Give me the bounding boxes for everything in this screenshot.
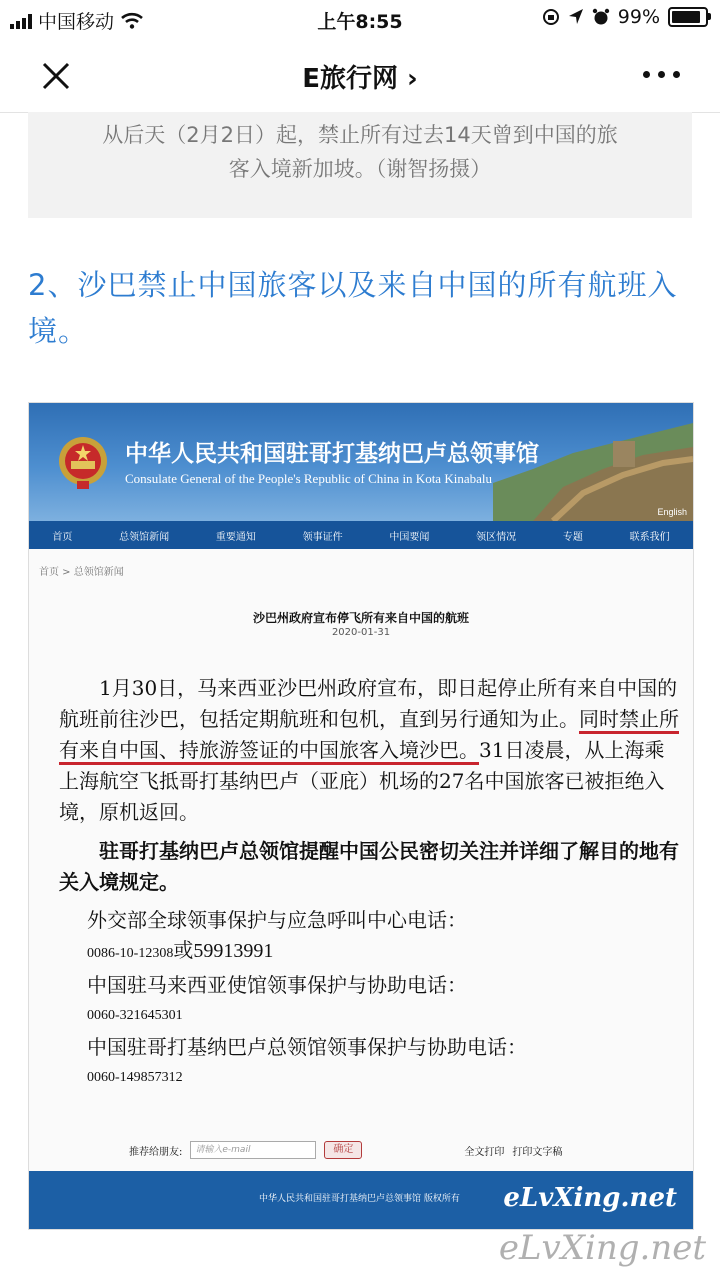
phone-1a: 0086-10-12308: [87, 946, 174, 961]
phone-1-or: 或: [173, 940, 194, 962]
print-all-link[interactable]: 全文打印: [464, 1146, 505, 1158]
hotline-label-1: 外交部全球领事保护与应急呼叫中心电话：: [87, 908, 467, 932]
para-1-part-c: 31日凌晨，从上海乘上海航空飞抵哥打基纳巴卢（亚庇）机场的27名中国旅客已被拒绝入境，原机返回。: [59, 738, 665, 824]
site-name-cn: 中华人民共和国驻哥打基纳巴卢总领事馆: [125, 440, 539, 467]
menu-item[interactable]: 重要通知: [215, 531, 256, 543]
hotline-number-3: 0060-149857312: [87, 1070, 183, 1085]
page-title[interactable]: E旅行网 ›: [302, 64, 418, 94]
site-banner: [29, 403, 693, 521]
para-1-part-a: 1月30日，马来西亚沙巴州政府宣布，即日起停止所有来自中国的航班前往沙巴，包括定期航班和包机，直到另行通知为止。: [59, 676, 678, 731]
excerpt-line-2: 客入境新加坡。（谢智扬摄）: [228, 157, 492, 181]
hotline-number-2: 0060-321645301: [87, 1008, 183, 1023]
battery-percent: 99%: [617, 6, 660, 28]
article-paragraph-1: [59, 673, 679, 828]
navigation-bar: [0, 36, 720, 113]
menu-item[interactable]: 总领馆新闻: [119, 531, 170, 543]
recommend-bar: [129, 1141, 562, 1159]
menu-item[interactable]: 领事证件: [302, 531, 343, 543]
great-wall-image: [493, 403, 693, 521]
copyright-text: 中华人民共和国驻哥打基纳巴卢总领事馆 版权所有: [259, 1194, 460, 1204]
recommend-label: 推荐给朋友:: [129, 1146, 183, 1158]
image-caption-excerpt: [28, 112, 692, 218]
confirm-button[interactable]: 确定: [324, 1141, 362, 1159]
print-text-link[interactable]: 打印文字稿: [512, 1146, 563, 1158]
watermark: eLvXing.net: [498, 1228, 706, 1268]
orientation-lock-icon: [542, 8, 560, 26]
national-emblem-icon: [57, 435, 109, 491]
article-body: [59, 673, 679, 1095]
status-bar: [0, 0, 720, 36]
embedded-screenshot: [28, 402, 694, 1230]
menu-item[interactable]: 联系我们: [629, 531, 670, 543]
clock: 上午8:55: [317, 11, 403, 33]
menu-item[interactable]: 领区情况: [476, 531, 517, 543]
location-icon: [568, 8, 584, 26]
hotline-number-1: [87, 938, 679, 967]
hotline-label-2: 中国驻马来西亚使馆领事保护与协助电话：: [87, 973, 467, 997]
underlined-highlight: 同时禁止所有来自中国、持旅游签证的中国旅客入境沙巴。: [59, 707, 679, 762]
alarm-icon: [592, 8, 610, 26]
battery-icon: [668, 7, 708, 27]
email-field[interactable]: 请输入e-mail: [190, 1141, 316, 1159]
site-name-en: Consulate General of the People's Republic of China in Kota Kinabalu: [125, 471, 492, 486]
carrier-label: 中国移动: [38, 11, 115, 33]
more-options-icon[interactable]: [643, 71, 680, 78]
article-title: 沙巴州政府宣布停飞所有来自中国的航班: [252, 611, 469, 625]
article-date: 2020-01-31: [331, 627, 391, 638]
phone-1c: 59913991: [193, 940, 274, 962]
footer-logo: eLvXing.net: [503, 1183, 677, 1213]
breadcrumb[interactable]: 首页 > 总领馆新闻: [39, 567, 124, 578]
section-heading: 2、沙巴禁止中国旅客以及来自中国的所有航班入境。: [28, 268, 678, 348]
hotline-label-3: 中国驻哥打基纳巴卢总领馆领事保护与协助电话：: [87, 1035, 527, 1059]
menu-item[interactable]: 首页: [52, 531, 73, 543]
menu-item[interactable]: 中国要闻: [389, 531, 430, 543]
site-footer: [29, 1171, 693, 1229]
english-link[interactable]: English: [657, 507, 687, 517]
menu-item[interactable]: 专题: [562, 531, 583, 543]
excerpt-line-1: 从后天（2月2日）起，禁止所有过去14天曾到中国的旅: [102, 123, 618, 147]
site-menu: [29, 521, 693, 549]
article-paragraph-2: 驻哥打基纳巴卢总领馆提醒中国公民密切关注并详细了解目的地有关入境规定。: [59, 839, 679, 894]
